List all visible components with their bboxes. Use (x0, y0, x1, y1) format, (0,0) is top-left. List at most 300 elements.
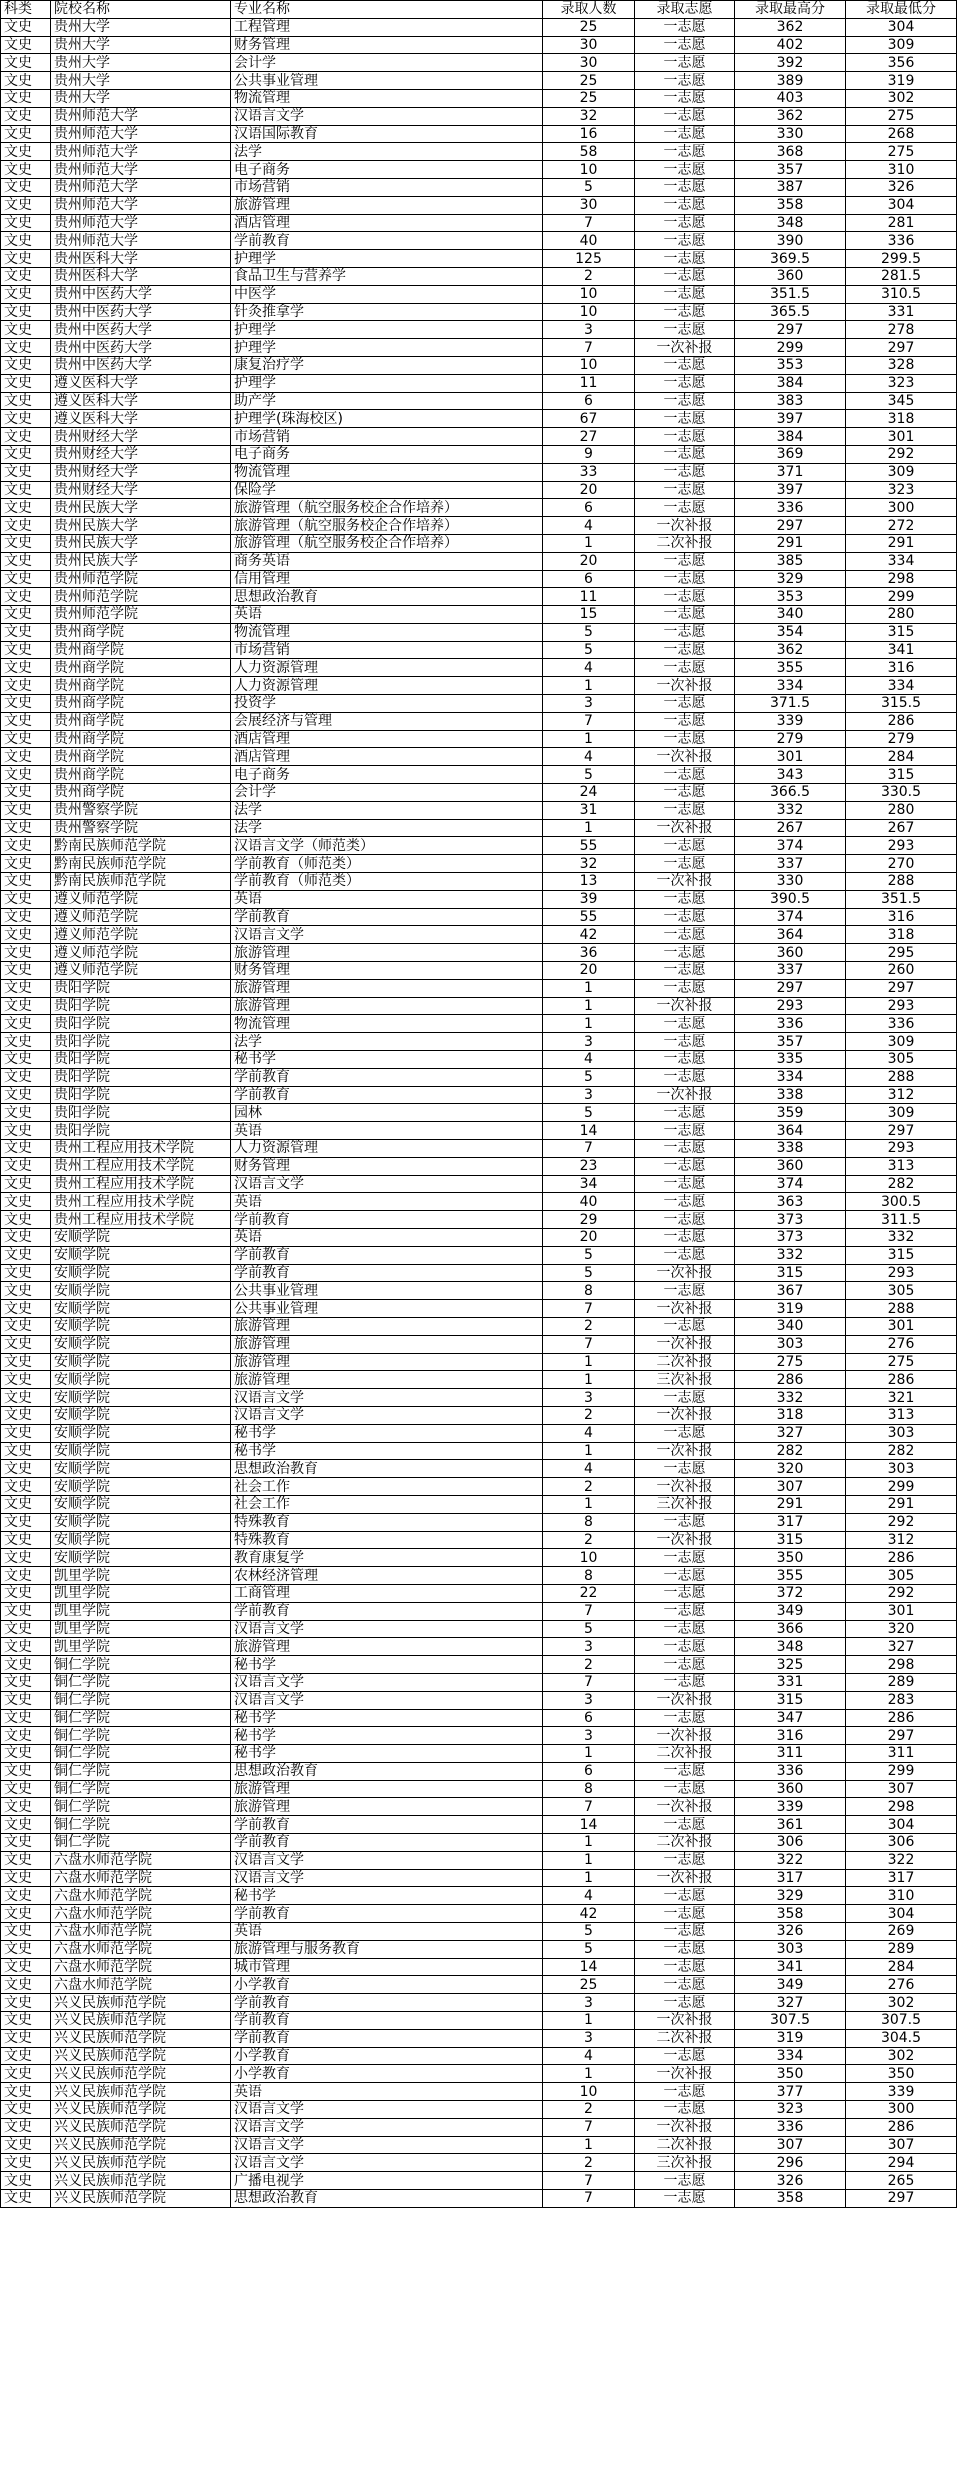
major-cell: 物流管理 (231, 89, 543, 107)
major-cell: 法学 (231, 819, 543, 837)
major-cell: 秘书学 (231, 1442, 543, 1460)
table-row (1, 926, 957, 944)
school-cell: 安顺学院 (51, 1282, 231, 1300)
school-cell: 铜仁学院 (51, 1727, 231, 1745)
school-cell: 安顺学院 (51, 1460, 231, 1478)
min-score-cell: 313 (846, 1157, 957, 1175)
min-score-cell: 283 (846, 1691, 957, 1709)
min-score-cell: 309 (846, 1033, 957, 1051)
major-cell: 思想政治教育 (231, 1460, 543, 1478)
subject-cell: 文史 (1, 250, 51, 268)
school-cell: 贵州大学 (51, 36, 231, 54)
min-score-cell: 276 (846, 1976, 957, 1994)
max-score-cell: 397 (735, 481, 846, 499)
count-cell: 9 (543, 445, 635, 463)
count-cell: 55 (543, 837, 635, 855)
table-row (1, 1709, 957, 1727)
min-score-cell: 301 (846, 1602, 957, 1620)
min-score-cell: 288 (846, 1300, 957, 1318)
table-row (1, 1068, 957, 1086)
count-cell: 20 (543, 481, 635, 499)
max-score-cell: 339 (735, 712, 846, 730)
max-score-cell: 364 (735, 1122, 846, 1140)
choice-cell: 一志愿 (635, 2190, 735, 2208)
subject-cell: 文史 (1, 125, 51, 143)
count-cell: 5 (543, 1940, 635, 1958)
max-score-cell: 387 (735, 178, 846, 196)
min-score-cell: 303 (846, 1460, 957, 1478)
max-score-cell: 311 (735, 1745, 846, 1763)
count-cell: 2 (543, 2154, 635, 2172)
choice-cell: 一志愿 (635, 659, 735, 677)
min-score-cell: 297 (846, 2190, 957, 2208)
choice-cell: 一志愿 (635, 285, 735, 303)
school-cell: 铜仁学院 (51, 1780, 231, 1798)
school-cell: 贵州民族大学 (51, 499, 231, 517)
school-cell: 兴义民族师范学院 (51, 2118, 231, 2136)
school-cell: 贵州大学 (51, 89, 231, 107)
major-cell: 汉语言文学 (231, 1851, 543, 1869)
table-row (1, 54, 957, 72)
min-score-cell: 293 (846, 997, 957, 1015)
table-row (1, 659, 957, 677)
max-score-cell: 351.5 (735, 285, 846, 303)
school-cell: 六盘水师范学院 (51, 1887, 231, 1905)
table-row (1, 552, 957, 570)
major-cell: 投资学 (231, 695, 543, 713)
major-cell: 秘书学 (231, 1424, 543, 1442)
school-cell: 贵州师范学院 (51, 606, 231, 624)
school-cell: 安顺学院 (51, 1335, 231, 1353)
count-cell: 5 (543, 641, 635, 659)
choice-cell: 一志愿 (635, 1228, 735, 1246)
table-row (1, 1335, 957, 1353)
min-score-cell: 293 (846, 1264, 957, 1282)
major-cell: 财务管理 (231, 36, 543, 54)
major-cell: 汉语言文学 (231, 1406, 543, 1424)
count-cell: 125 (543, 250, 635, 268)
major-cell: 食品卫生与营养学 (231, 267, 543, 285)
table-row (1, 1834, 957, 1852)
subject-cell: 文史 (1, 944, 51, 962)
subject-cell: 文史 (1, 1994, 51, 2012)
major-cell: 汉语国际教育 (231, 125, 543, 143)
max-score-cell: 297 (735, 517, 846, 535)
count-cell: 5 (543, 1104, 635, 1122)
choice-cell: 一次补报 (635, 2012, 735, 2030)
school-cell: 遵义医科大学 (51, 392, 231, 410)
count-cell: 4 (543, 2047, 635, 2065)
choice-cell: 一志愿 (635, 1157, 735, 1175)
table-row (1, 1905, 957, 1923)
major-cell: 英语 (231, 890, 543, 908)
major-cell: 英语 (231, 1228, 543, 1246)
school-cell: 兴义民族师范学院 (51, 2012, 231, 2030)
max-score-cell: 332 (735, 801, 846, 819)
choice-cell: 一志愿 (635, 1851, 735, 1869)
choice-cell: 一志愿 (635, 2101, 735, 2119)
school-cell: 贵州民族大学 (51, 534, 231, 552)
max-score-cell: 282 (735, 1442, 846, 1460)
choice-cell: 一志愿 (635, 588, 735, 606)
subject-cell: 文史 (1, 517, 51, 535)
choice-cell: 一志愿 (635, 232, 735, 250)
count-cell: 7 (543, 214, 635, 232)
choice-cell: 一志愿 (635, 1193, 735, 1211)
subject-cell: 文史 (1, 2029, 51, 2047)
subject-cell: 文史 (1, 1122, 51, 1140)
major-cell: 汉语言文学 (231, 2101, 543, 2119)
min-score-cell: 320 (846, 1620, 957, 1638)
subject-cell: 文史 (1, 1976, 51, 1994)
subject-cell: 文史 (1, 428, 51, 446)
max-score-cell: 338 (735, 1086, 846, 1104)
major-cell: 英语 (231, 606, 543, 624)
count-cell: 33 (543, 463, 635, 481)
table-row (1, 1193, 957, 1211)
count-cell: 10 (543, 303, 635, 321)
min-score-cell: 280 (846, 801, 957, 819)
school-cell: 安顺学院 (51, 1406, 231, 1424)
min-score-cell: 341 (846, 641, 957, 659)
major-cell: 学前教育 (231, 2012, 543, 2030)
choice-cell: 一次补报 (635, 1406, 735, 1424)
max-score-cell: 291 (735, 534, 846, 552)
major-cell: 公共事业管理 (231, 72, 543, 90)
school-cell: 贵州师范大学 (51, 107, 231, 125)
max-score-cell: 286 (735, 1371, 846, 1389)
choice-cell: 一志愿 (635, 1104, 735, 1122)
choice-cell: 一志愿 (635, 1282, 735, 1300)
choice-cell: 一志愿 (635, 570, 735, 588)
min-score-cell: 297 (846, 979, 957, 997)
school-cell: 贵州师范大学 (51, 143, 231, 161)
min-score-cell: 305 (846, 1282, 957, 1300)
min-score-cell: 292 (846, 1513, 957, 1531)
table-row (1, 1140, 957, 1158)
school-cell: 遵义医科大学 (51, 374, 231, 392)
major-cell: 法学 (231, 1033, 543, 1051)
school-cell: 贵州民族大学 (51, 517, 231, 535)
table-row (1, 1228, 957, 1246)
max-score-cell: 355 (735, 659, 846, 677)
max-score-cell: 323 (735, 2101, 846, 2119)
subject-cell: 文史 (1, 1015, 51, 1033)
school-cell: 贵州商学院 (51, 677, 231, 695)
max-score-cell: 358 (735, 1905, 846, 1923)
subject-cell: 文史 (1, 1406, 51, 1424)
school-cell: 六盘水师范学院 (51, 1905, 231, 1923)
choice-cell: 二次补报 (635, 1745, 735, 1763)
max-score-cell: 349 (735, 1976, 846, 1994)
max-score-cell: 315 (735, 1531, 846, 1549)
min-score-cell: 332 (846, 1228, 957, 1246)
choice-cell: 一志愿 (635, 1656, 735, 1674)
subject-cell: 文史 (1, 766, 51, 784)
subject-cell: 文史 (1, 1211, 51, 1229)
max-score-cell: 275 (735, 1353, 846, 1371)
major-cell: 工商管理 (231, 1584, 543, 1602)
min-score-cell: 292 (846, 1584, 957, 1602)
subject-cell: 文史 (1, 1851, 51, 1869)
school-cell: 兴义民族师范学院 (51, 1994, 231, 2012)
subject-cell: 文史 (1, 445, 51, 463)
subject-cell: 文史 (1, 1656, 51, 1674)
school-cell: 六盘水师范学院 (51, 1851, 231, 1869)
count-cell: 10 (543, 2083, 635, 2101)
subject-cell: 文史 (1, 1549, 51, 1567)
min-score-cell: 286 (846, 2118, 957, 2136)
major-cell: 酒店管理 (231, 214, 543, 232)
min-score-cell: 323 (846, 481, 957, 499)
choice-cell: 二次补报 (635, 534, 735, 552)
school-cell: 贵州商学院 (51, 623, 231, 641)
school-cell: 贵阳学院 (51, 1033, 231, 1051)
major-cell: 旅游管理 (231, 1798, 543, 1816)
min-score-cell: 299 (846, 588, 957, 606)
max-score-cell: 329 (735, 570, 846, 588)
table-row (1, 1691, 957, 1709)
table-row (1, 1620, 957, 1638)
max-score-cell: 327 (735, 1994, 846, 2012)
max-score-cell: 340 (735, 606, 846, 624)
max-score-cell: 336 (735, 1015, 846, 1033)
count-cell: 25 (543, 72, 635, 90)
school-cell: 六盘水师范学院 (51, 1923, 231, 1941)
subject-cell: 文史 (1, 1745, 51, 1763)
subject-cell: 文史 (1, 1940, 51, 1958)
choice-cell: 二次补报 (635, 1353, 735, 1371)
major-cell: 秘书学 (231, 1887, 543, 1905)
choice-cell: 一志愿 (635, 143, 735, 161)
count-cell: 7 (543, 1300, 635, 1318)
max-score-cell: 319 (735, 1300, 846, 1318)
subject-cell: 文史 (1, 1905, 51, 1923)
max-score-cell: 299 (735, 339, 846, 357)
table-row (1, 1051, 957, 1069)
school-cell: 贵州工程应用技术学院 (51, 1175, 231, 1193)
subject-cell: 文史 (1, 552, 51, 570)
count-cell: 10 (543, 1549, 635, 1567)
subject-cell: 文史 (1, 1620, 51, 1638)
choice-cell: 一志愿 (635, 944, 735, 962)
choice-cell: 一志愿 (635, 1602, 735, 1620)
school-cell: 铜仁学院 (51, 1816, 231, 1834)
subject-cell: 文史 (1, 2083, 51, 2101)
choice-cell: 一志愿 (635, 1673, 735, 1691)
table-row (1, 1389, 957, 1407)
count-cell: 40 (543, 1193, 635, 1211)
max-score-cell: 349 (735, 1602, 846, 1620)
min-score-cell: 295 (846, 944, 957, 962)
subject-cell: 文史 (1, 748, 51, 766)
choice-cell: 一志愿 (635, 196, 735, 214)
table-row (1, 695, 957, 713)
min-score-cell: 312 (846, 1086, 957, 1104)
major-cell: 学前教育 (231, 1834, 543, 1852)
min-score-cell: 300.5 (846, 1193, 957, 1211)
school-cell: 安顺学院 (51, 1495, 231, 1513)
choice-cell: 一次补报 (635, 2065, 735, 2083)
major-cell: 英语 (231, 2083, 543, 2101)
min-score-cell: 304 (846, 196, 957, 214)
major-cell: 城市管理 (231, 1958, 543, 1976)
table-row (1, 819, 957, 837)
major-cell: 汉语言文学（师范类） (231, 837, 543, 855)
count-cell: 6 (543, 570, 635, 588)
table-row (1, 1317, 957, 1335)
min-score-cell: 299 (846, 1478, 957, 1496)
table-row (1, 1104, 957, 1122)
table-row (1, 178, 957, 196)
choice-cell: 一志愿 (635, 1513, 735, 1531)
subject-cell: 文史 (1, 285, 51, 303)
count-cell: 1 (543, 1834, 635, 1852)
major-cell: 社会工作 (231, 1478, 543, 1496)
choice-cell: 一志愿 (635, 178, 735, 196)
choice-cell: 一次补报 (635, 1727, 735, 1745)
count-cell: 1 (543, 1353, 635, 1371)
min-score-cell: 299 (846, 1762, 957, 1780)
major-cell: 旅游管理 (231, 944, 543, 962)
school-cell: 六盘水师范学院 (51, 1976, 231, 1994)
subject-cell: 文史 (1, 1887, 51, 1905)
max-score-cell: 372 (735, 1584, 846, 1602)
school-cell: 安顺学院 (51, 1442, 231, 1460)
school-cell: 贵州警察学院 (51, 819, 231, 837)
school-cell: 六盘水师范学院 (51, 1940, 231, 1958)
major-cell: 旅游管理 (231, 979, 543, 997)
min-score-cell: 304.5 (846, 2029, 957, 2047)
subject-cell: 文史 (1, 819, 51, 837)
max-score-cell: 317 (735, 1513, 846, 1531)
choice-cell: 一志愿 (635, 1122, 735, 1140)
min-score-cell: 305 (846, 1051, 957, 1069)
max-score-cell: 343 (735, 766, 846, 784)
table-row (1, 1531, 957, 1549)
count-cell: 31 (543, 801, 635, 819)
max-score-cell: 334 (735, 1068, 846, 1086)
max-score-cell: 355 (735, 1567, 846, 1585)
count-cell: 4 (543, 748, 635, 766)
min-score-cell: 336 (846, 1015, 957, 1033)
min-score-cell: 284 (846, 748, 957, 766)
count-cell: 14 (543, 1816, 635, 1834)
min-score-cell: 286 (846, 1371, 957, 1389)
min-score-cell: 294 (846, 2154, 957, 2172)
choice-cell: 一次补报 (635, 2118, 735, 2136)
school-cell: 兴义民族师范学院 (51, 2065, 231, 2083)
count-cell: 3 (543, 321, 635, 339)
count-cell: 1 (543, 2012, 635, 2030)
max-score-cell: 329 (735, 1887, 846, 1905)
subject-cell: 文史 (1, 1033, 51, 1051)
table-row (1, 677, 957, 695)
subject-cell: 文史 (1, 1834, 51, 1852)
subject-cell: 文史 (1, 801, 51, 819)
table-row (1, 1282, 957, 1300)
max-score-cell: 362 (735, 641, 846, 659)
choice-cell: 一志愿 (635, 107, 735, 125)
choice-cell: 一志愿 (635, 1246, 735, 1264)
school-cell: 安顺学院 (51, 1513, 231, 1531)
subject-cell: 文史 (1, 1051, 51, 1069)
table-row (1, 1584, 957, 1602)
school-cell: 安顺学院 (51, 1549, 231, 1567)
school-cell: 铜仁学院 (51, 1673, 231, 1691)
major-cell: 广播电视学 (231, 2172, 543, 2190)
subject-cell: 文史 (1, 1567, 51, 1585)
school-cell: 贵州大学 (51, 54, 231, 72)
major-cell: 财务管理 (231, 1157, 543, 1175)
subject-cell: 文史 (1, 659, 51, 677)
count-cell: 1 (543, 677, 635, 695)
choice-cell: 一志愿 (635, 392, 735, 410)
school-cell: 贵州民族大学 (51, 552, 231, 570)
school-cell: 贵州大学 (51, 72, 231, 90)
choice-cell: 一志愿 (635, 36, 735, 54)
count-cell: 7 (543, 1602, 635, 1620)
max-score-cell: 331 (735, 1673, 846, 1691)
table-row (1, 89, 957, 107)
count-cell: 67 (543, 410, 635, 428)
choice-cell: 一志愿 (635, 1905, 735, 1923)
count-cell: 10 (543, 356, 635, 374)
max-score-cell: 325 (735, 1656, 846, 1674)
choice-cell: 一志愿 (635, 356, 735, 374)
count-cell: 4 (543, 1051, 635, 1069)
min-score-cell: 322 (846, 1851, 957, 1869)
choice-cell: 一次补报 (635, 517, 735, 535)
max-score-cell: 385 (735, 552, 846, 570)
major-cell: 汉语言文学 (231, 2136, 543, 2154)
table-row (1, 1798, 957, 1816)
school-cell: 贵州工程应用技术学院 (51, 1157, 231, 1175)
subject-cell: 文史 (1, 178, 51, 196)
max-score-cell: 362 (735, 18, 846, 36)
school-cell: 铜仁学院 (51, 1691, 231, 1709)
max-score-cell: 402 (735, 36, 846, 54)
choice-cell: 一次补报 (635, 1086, 735, 1104)
choice-cell: 一志愿 (635, 552, 735, 570)
min-score-cell: 315 (846, 766, 957, 784)
choice-cell: 一次补报 (635, 1798, 735, 1816)
count-cell: 2 (543, 1406, 635, 1424)
major-cell: 市场营销 (231, 641, 543, 659)
subject-cell: 文史 (1, 1389, 51, 1407)
count-cell: 1 (543, 2065, 635, 2083)
table-row (1, 1478, 957, 1496)
table-row (1, 196, 957, 214)
subject-cell: 文史 (1, 18, 51, 36)
max-score-cell: 316 (735, 1727, 846, 1745)
min-score-cell: 306 (846, 1834, 957, 1852)
school-cell: 贵阳学院 (51, 997, 231, 1015)
min-score-cell: 318 (846, 410, 957, 428)
school-cell: 兴义民族师范学院 (51, 2029, 231, 2047)
count-cell: 1 (543, 819, 635, 837)
major-cell: 法学 (231, 143, 543, 161)
choice-cell: 一次补报 (635, 1264, 735, 1282)
subject-cell: 文史 (1, 1068, 51, 1086)
major-cell: 思想政治教育 (231, 588, 543, 606)
count-cell: 5 (543, 178, 635, 196)
min-score-cell: 310 (846, 161, 957, 179)
subject-cell: 文史 (1, 196, 51, 214)
table-row (1, 499, 957, 517)
min-score-cell: 288 (846, 873, 957, 891)
min-score-cell: 293 (846, 837, 957, 855)
